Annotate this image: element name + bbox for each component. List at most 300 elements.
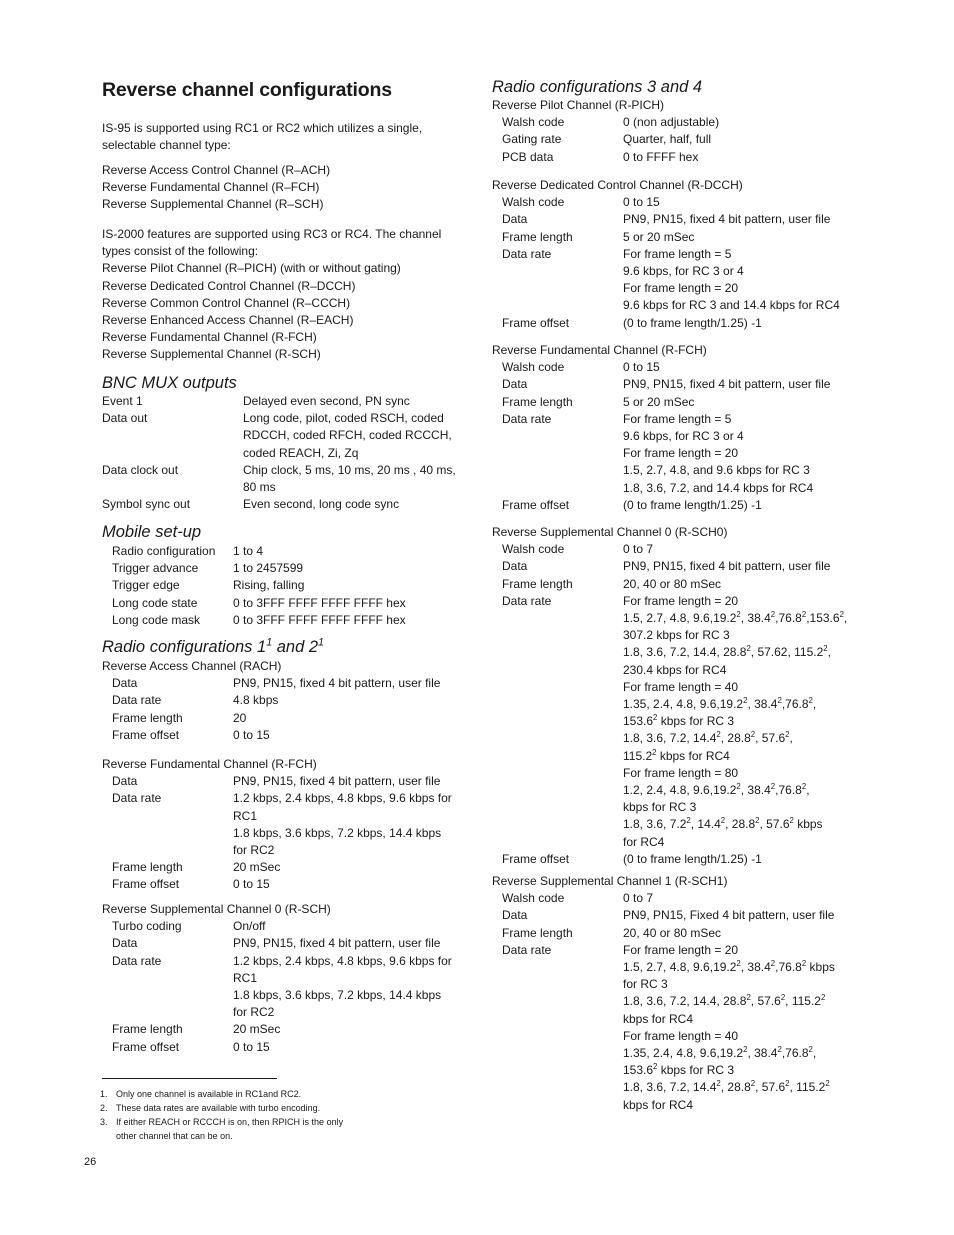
spec-value-line: For frame length = 20	[623, 593, 739, 608]
spec-value-line: Even second, long code sync	[243, 497, 400, 512]
spec-value-line: PN9, PN15, fixed 4 bit pattern, user file	[233, 936, 441, 951]
rc34-group-rsch1	[492, 873, 864, 1114]
spec-row	[492, 925, 864, 942]
footnote-ref: 2	[780, 993, 786, 1003]
spec-value-line: 20 mSec	[233, 1022, 281, 1037]
channel-title: Reverse Supplemental Channel 1 (R-SCH1)	[492, 874, 728, 888]
spec-value-line: 20 mSec	[233, 860, 281, 875]
footnote-ref: 2	[750, 730, 756, 740]
spec-value-line: 1.2 kbps, 2.4 kbps, 4.8 kbps, 9.6 kbps for	[233, 953, 452, 968]
spec-value-line: PN9, PN15, fixed 4 bit pattern, user file	[233, 774, 441, 789]
spec-value-line: Long code, pilot, coded RSCH, coded	[243, 411, 444, 426]
spec-key: Frame length	[502, 925, 573, 940]
spec-value-line: 5 or 20 mSec	[623, 394, 695, 409]
spec-value	[233, 710, 474, 727]
footnote-ref: 2	[801, 610, 807, 619]
spec-key: Frame offset	[502, 497, 570, 512]
spec-value	[623, 211, 864, 228]
spec-value-line: 153.6$^2$ kbps for RC 3	[623, 1062, 735, 1078]
spec-value-line: RDCCH, coded RFCH, coded RCCCH,	[243, 428, 452, 443]
spec-key: Walsh code	[502, 195, 565, 210]
spec-key: Data	[112, 774, 138, 789]
spec-value	[623, 593, 864, 851]
spec-key: Data rate	[502, 942, 552, 957]
channel-title: Reverse Fundamental Channel (R-FCH)	[102, 757, 317, 771]
spec-value-line: 1.8, 3.6, $7.2^2$, 14.4$^2$, 28.8$^2$, 57.6$^2$ kbps	[623, 816, 823, 832]
spec-value-line: 80 ms	[243, 480, 276, 495]
spec-row	[492, 411, 864, 497]
spec-value	[623, 558, 864, 575]
channel-title: Reverse Fundamental Channel (R-FCH)	[492, 343, 707, 357]
spec-key: Symbol sync out	[102, 497, 191, 512]
spec-value-line: Quarter, half, full	[623, 132, 712, 147]
spec-value-line: 0 to 15	[233, 877, 270, 892]
spec-value	[623, 942, 864, 1114]
spec-row	[102, 727, 474, 744]
footnote-ref: 2	[755, 816, 760, 826]
spec-value	[243, 462, 474, 496]
footnote-ref: 2	[785, 730, 790, 740]
spec-key: Data	[502, 908, 528, 923]
spec-value	[233, 727, 474, 744]
spec-key: Data rate	[112, 953, 162, 968]
spec-key: Data rate	[502, 411, 552, 426]
spec-key: Data clock out	[102, 462, 179, 477]
spec-value-line: Chip clock, 5 ms, 10 ms, 20 ms , 40 ms,	[243, 462, 456, 477]
spec-key: Trigger advance	[112, 561, 199, 576]
spec-value-line: 5 or 20 mSec	[623, 229, 695, 244]
footnote-number: 2.	[100, 1103, 108, 1113]
rc12-footnote-ref-1: 1	[266, 636, 273, 649]
spec-value	[623, 541, 864, 558]
footnote-ref: 2	[720, 816, 726, 826]
rc12-footnote-ref-2: 1	[318, 636, 324, 649]
spec-value-line: 1.5, 2.7, 4.8, and 9.6 kbps for RC 3	[623, 463, 810, 478]
spec-key: Long code state	[112, 595, 198, 610]
footnote-ref: 2	[789, 816, 794, 826]
spec-row	[492, 246, 864, 315]
spec-value-line: coded REACH, Zi, Zq	[243, 445, 359, 460]
spec-key: Frame offset	[112, 877, 180, 892]
spec-value-line: For frame length = 5	[623, 246, 732, 261]
spec-key: Data	[112, 936, 138, 951]
spec-value	[623, 907, 864, 924]
footnote-ref: 2	[653, 713, 658, 723]
spec-value	[233, 1039, 474, 1056]
spec-row	[102, 543, 474, 560]
spec-value-line: 153.6$^2$ kbps for RC 3	[623, 713, 735, 729]
spec-key: Walsh code	[502, 891, 565, 906]
spec-key: Frame length	[112, 1022, 183, 1037]
spec-value-line: For frame length = 20	[623, 281, 739, 296]
spec-row	[102, 859, 474, 876]
rc12-group-rsch	[102, 901, 474, 1056]
spec-row	[492, 149, 864, 166]
spec-value-line: For frame length = 40	[623, 1028, 739, 1043]
footnote-ref: 2	[770, 782, 776, 792]
spec-value	[233, 612, 474, 629]
footnote-ref: 2	[743, 1045, 748, 1055]
spec-value-line: (0 to frame length/1.25) -1	[623, 851, 762, 866]
spec-row	[492, 359, 864, 376]
channel-title: Reverse Supplemental Channel 0 (R-SCH0)	[492, 525, 728, 539]
footnote-ref: 2	[743, 696, 748, 706]
footnotes	[100, 1087, 380, 1143]
spec-value-line: Delayed even second, PN sync	[243, 394, 410, 408]
spec-value	[623, 411, 864, 497]
spec-key: Data	[502, 212, 528, 227]
spec-value	[233, 560, 474, 577]
spec-value-line: (0 to frame length/1.25) -1	[623, 497, 762, 512]
spec-value-line: 0 (non adjustable)	[623, 115, 720, 130]
footnote-ref: 2	[808, 1045, 813, 1055]
text-line: Reverse Enhanced Access Channel (R–EACH)	[102, 312, 354, 327]
spec-row	[102, 773, 474, 790]
spec-row	[492, 114, 864, 131]
spec-value-line: PN9, PN15, Fixed 4 bit pattern, user file	[623, 908, 835, 923]
spec-value	[233, 790, 474, 859]
footnote-ref: 2	[653, 1062, 658, 1072]
spec-value	[623, 925, 864, 942]
rc34-group-rfch	[492, 342, 864, 514]
rc34-group-rpich	[492, 97, 864, 166]
spec-value-line: 0 to 15	[623, 195, 660, 210]
bnc-mux-table	[102, 393, 474, 513]
spec-value-line: 0 to 7	[623, 542, 654, 557]
spec-value-line: On/off	[233, 919, 266, 934]
footnote	[100, 1115, 380, 1143]
spec-value-line: kbps for RC4	[623, 1097, 694, 1112]
spec-key: Gating rate	[502, 132, 562, 147]
footnote-ref: 2	[746, 993, 751, 1003]
footnote-ref: 2	[652, 747, 657, 757]
spec-value	[623, 851, 864, 868]
spec-value	[233, 577, 474, 594]
footnote-ref: 2	[825, 1079, 830, 1089]
footnote-ref: 2	[820, 993, 826, 1003]
spec-value-line: RC1	[233, 970, 258, 985]
text-line: IS-95 is supported using RC1 or RC2 which utilizes a single,	[102, 121, 423, 135]
spec-value-line: 9.6 kbps, for RC 3 or 4	[623, 264, 744, 278]
spec-value-line: 20, 40 or 80 mSec	[623, 576, 722, 591]
spec-value-line: 0 to 7	[623, 891, 654, 906]
rc34-group-rdcch	[492, 177, 864, 332]
mobile-setup-table	[102, 543, 474, 629]
footnote-text	[116, 1115, 343, 1143]
spec-value-line: 1.8 kbps, 3.6 kbps, 7.2 kbps, 14.4 kbps	[233, 988, 442, 1002]
spec-row	[102, 675, 474, 692]
spec-value-line: 0 to 15	[233, 727, 270, 742]
footnote-ref: 2	[801, 959, 807, 968]
footnote-ref: 2	[839, 610, 844, 619]
spec-value-line: 0 to 15	[233, 1039, 270, 1054]
spec-value	[233, 918, 474, 935]
text-line: Reverse Fundamental Channel (R-FCH)	[102, 330, 317, 345]
text-line: IS-2000 features are supported using RC3 or RC4. The channel	[102, 227, 442, 241]
spec-value-line: 1.8, 3.6, 7.2, 14.4$^2$, 28.8$^2$, 57.6$^2$,	[623, 730, 793, 746]
spec-key: Frame length	[502, 229, 573, 244]
spec-value	[623, 497, 864, 514]
spec-value-line: For frame length = 20	[623, 942, 739, 957]
mobile-setup-heading: Mobile set-up	[102, 523, 202, 541]
spec-key: Frame offset	[112, 1039, 180, 1054]
channel-title: Reverse Access Channel (RACH)	[102, 659, 282, 673]
text-line: Reverse Supplemental Channel (R–SCH)	[102, 197, 324, 212]
spec-value	[623, 359, 864, 376]
spec-value-line: 1.2 kbps, 2.4 kbps, 4.8 kbps, 9.6 kbps for	[233, 791, 452, 806]
spec-row	[492, 541, 864, 558]
spec-key: Data rate	[502, 246, 552, 261]
spec-value	[623, 376, 864, 393]
spec-value-line: 0 to 3FFF FFFF FFFF FFFF hex	[233, 612, 406, 627]
footnote-ref: 2	[823, 644, 828, 654]
spec-value-line: PN9, PN15, fixed 4 bit pattern, user file	[623, 559, 831, 574]
spec-value-line: 20, 40 or 80 mSec	[623, 925, 722, 940]
footnote-ref: 2	[750, 1079, 756, 1089]
spec-row	[492, 558, 864, 575]
footnote-line: other channel that can be on.	[116, 1131, 233, 1141]
channel-title: Reverse Pilot Channel (R-PICH)	[492, 98, 665, 112]
page-title: Reverse channel configurations	[102, 79, 392, 101]
channel-title: Reverse Supplemental Channel 0 (R-SCH)	[102, 902, 331, 916]
spec-value-line: For frame length = 80	[623, 765, 739, 780]
spec-value	[243, 496, 474, 513]
footnote-ref: 2	[746, 644, 751, 654]
spec-row	[492, 907, 864, 924]
spec-value	[623, 194, 864, 211]
spec-row	[102, 595, 474, 612]
spec-value-line: 1.8, 3.6, 7.2, and 14.4 kbps for RC4	[623, 480, 814, 495]
spec-row	[492, 890, 864, 907]
rc34-group-rsch0	[492, 524, 864, 868]
spec-value-line: For frame length = 20	[623, 446, 739, 461]
spec-row	[102, 410, 474, 462]
footnote-line: If either REACH or RCCCH is on, then RPICH is the only	[116, 1117, 344, 1127]
spec-value	[623, 315, 864, 332]
spec-row	[102, 462, 474, 496]
spec-row	[102, 393, 474, 410]
footnote-ref: 2	[777, 696, 782, 706]
footnote-ref: 2	[716, 1079, 721, 1089]
spec-value-line: 1.8, 3.6, 7.2, 14.4, 28.8$^2$, 57.62, 115.2$^2$,	[623, 644, 831, 660]
spec-row	[102, 918, 474, 935]
intro-is2000	[102, 226, 474, 364]
spec-value	[623, 114, 864, 131]
spec-key: Data rate	[112, 693, 162, 708]
spec-value	[623, 149, 864, 166]
spec-row	[102, 953, 474, 1022]
spec-key: Radio configuration	[112, 544, 216, 558]
spec-value-line: 1.8, 3.6, 7.2, 14.4, 28.8$^2$, 57.6$^2$, 115.2$^2$	[623, 993, 826, 1009]
spec-key: Walsh code	[502, 360, 565, 375]
rc12-heading-text-b: and 2	[272, 638, 319, 656]
text-line: Reverse Supplemental Channel (R-SCH)	[102, 347, 321, 362]
footnote-ref: 2	[716, 730, 721, 740]
spec-row	[492, 229, 864, 246]
spec-value-line: 0 to 15	[623, 360, 660, 375]
text-line: Reverse Fundamental Channel (R–FCH)	[102, 180, 320, 195]
text-line: Reverse Common Control Channel (R–CCCH)	[102, 295, 351, 310]
spec-value-line: PN9, PN15, fixed 4 bit pattern, user file	[233, 676, 441, 691]
spec-value	[233, 773, 474, 790]
spec-value-line: 1 to 2457599	[233, 561, 304, 576]
spec-key: PCB data	[502, 149, 554, 164]
spec-value	[233, 692, 474, 709]
spec-value-line: (0 to frame length/1.25) -1	[623, 315, 762, 330]
spec-value-line: RC1	[233, 808, 258, 823]
spec-row	[102, 577, 474, 594]
spec-key: Frame length	[502, 394, 573, 409]
spec-value-line: 20	[233, 710, 247, 725]
spec-row	[102, 935, 474, 952]
bnc-mux-heading: BNC MUX outputs	[102, 374, 237, 392]
footnote-text	[116, 1101, 320, 1115]
text-line: Reverse Pilot Channel (R–PICH) (with or without gating)	[102, 261, 401, 276]
text-line: Reverse Dedicated Control Channel (R–DCCH)	[102, 278, 356, 293]
spec-key: Data	[112, 676, 138, 691]
spec-row	[492, 376, 864, 393]
spec-key: Trigger edge	[112, 578, 180, 593]
footnote-ref: 2	[801, 782, 807, 792]
spec-value	[233, 675, 474, 692]
spec-key: Walsh code	[502, 542, 565, 557]
spec-key: Frame length	[112, 860, 183, 875]
spec-value-line: 1.2, 2.4, 4.8, 9.6,19.2$^2$, 38.4$^2$,76.8$^2$,	[623, 782, 810, 798]
intro-is95	[102, 120, 474, 154]
spec-row	[492, 593, 864, 851]
spec-value-line: 9.6 kbps for RC 3 and 14.4 kbps for RC4	[623, 298, 840, 313]
footnote-ref: 2	[736, 959, 741, 968]
spec-value-line: 4.8 kbps	[233, 693, 279, 708]
spec-key: Frame offset	[502, 851, 570, 866]
footnote-line: These data rates are available with turbo encoding.	[116, 1103, 321, 1113]
footnote-ref: 2	[808, 696, 813, 706]
spec-row	[102, 710, 474, 727]
footnote-text	[116, 1087, 301, 1101]
spec-key: Frame offset	[112, 727, 180, 742]
spec-value	[243, 393, 474, 410]
spec-row	[102, 560, 474, 577]
spec-row	[492, 497, 864, 514]
text-line: Reverse Access Control Channel (R–ACH)	[102, 163, 331, 177]
spec-value	[233, 953, 474, 1022]
spec-value-line: 9.6 kbps, for RC 3 or 4	[623, 429, 744, 443]
text-line: selectable channel type:	[102, 138, 231, 153]
page-number: 26	[84, 1156, 97, 1168]
spec-value-line: 1 to 4	[233, 544, 264, 558]
spec-row	[492, 131, 864, 148]
spec-row	[102, 1039, 474, 1056]
rc34-heading: Radio configurations 3 and 4	[492, 78, 703, 96]
spec-value-line: Rising, falling	[233, 578, 305, 593]
spec-value	[623, 890, 864, 907]
spec-row	[102, 496, 474, 513]
spec-value	[623, 246, 864, 315]
spec-value	[233, 859, 474, 876]
spec-value	[233, 876, 474, 893]
spec-row	[102, 876, 474, 893]
spec-value-line: 1.5, 2.7, 4.8, 9.6,19.2$^2$, 38.4$^2$,76.8$^2$ kbps	[623, 959, 835, 974]
spec-key: Frame length	[502, 576, 573, 591]
spec-row	[102, 790, 474, 859]
footnote-ref: 2	[777, 1045, 782, 1055]
footnote-number: 1.	[100, 1089, 108, 1099]
spec-value-line: 230.4 kbps for RC4	[623, 662, 727, 677]
spec-value-line: for RC4	[623, 834, 665, 849]
spec-key: Walsh code	[502, 115, 565, 130]
spec-key: Frame length	[112, 710, 183, 725]
spec-value-line: 307.2 kbps for RC 3	[623, 628, 730, 643]
spec-value-line: PN9, PN15, fixed 4 bit pattern, user file	[623, 377, 831, 392]
spec-row	[492, 942, 864, 1114]
spec-value-line: For frame length = 40	[623, 679, 739, 694]
footnote-ref: 2	[686, 816, 691, 826]
channel-title: Reverse Dedicated Control Channel (R-DCCH)	[492, 178, 743, 192]
spec-row	[492, 194, 864, 211]
spec-value-line: kbps for RC 3	[623, 800, 697, 815]
spec-key: Frame offset	[502, 315, 570, 330]
text-line: types consist of the following:	[102, 244, 259, 259]
footnote-ref: 2	[736, 610, 741, 619]
spec-value	[623, 229, 864, 246]
spec-value-line: 115.2$^2$ kbps for RC4	[623, 747, 730, 763]
footnote-ref: 2	[770, 959, 776, 968]
footnote-ref: 2	[785, 1079, 790, 1089]
spec-value-line: 1.5, 2.7, 4.8, 9.6,19.2$^2$, 38.4$^2$,76.8$^2$,153.6$^2$,	[623, 610, 848, 625]
footnote-ref: 2	[770, 610, 776, 619]
spec-row	[492, 851, 864, 868]
spec-key: Long code mask	[112, 612, 201, 627]
spec-value	[243, 410, 474, 462]
spec-value-line: PN9, PN15, fixed 4 bit pattern, user file	[623, 212, 831, 227]
spec-row	[492, 315, 864, 332]
rc12-group-rfch	[102, 756, 474, 894]
footnote-ref: 2	[736, 782, 741, 792]
spec-value-line: For frame length = 5	[623, 411, 732, 426]
spec-key: Data rate	[112, 791, 162, 806]
rc12-group-rach	[102, 658, 474, 744]
spec-value-line: 0 to FFFF hex	[623, 149, 699, 164]
intro-is95-channels	[102, 162, 474, 214]
footnote-line: Only one channel is available in RC1and RC2.	[116, 1089, 302, 1099]
spec-key: Data	[502, 377, 528, 392]
spec-value-line: 1.35, 2.4, 4.8, 9.6,19.2$^2$, 38.4$^2$,76.8$^2$,	[623, 1045, 817, 1061]
footnote	[100, 1101, 380, 1115]
spec-row	[492, 211, 864, 228]
spec-row	[102, 692, 474, 709]
footnote-number: 3.	[100, 1117, 108, 1127]
rc12-heading	[102, 637, 474, 657]
spec-value	[623, 131, 864, 148]
spec-key: Data	[502, 559, 528, 574]
spec-value	[623, 394, 864, 411]
spec-row	[102, 612, 474, 629]
spec-value-line: 0 to 3FFF FFFF FFFF FFFF hex	[233, 595, 406, 610]
spec-value	[233, 1021, 474, 1038]
spec-value	[233, 595, 474, 612]
spec-key: Event 1	[102, 394, 143, 408]
footnote-divider	[102, 1078, 277, 1079]
spec-value-line: 1.8, 3.6, 7.2, 14.4$^2$, 28.8$^2$, 57.6$^2$, 115.2$^2$	[623, 1079, 830, 1095]
spec-value-line: for RC 3	[623, 977, 668, 992]
footnote	[100, 1087, 380, 1101]
spec-value	[233, 543, 474, 560]
spec-value-line: for RC2	[233, 1005, 275, 1020]
spec-value-line: kbps for RC4	[623, 1011, 694, 1026]
spec-value	[623, 576, 864, 593]
spec-key: Turbo coding	[112, 919, 182, 934]
spec-key: Data out	[102, 411, 148, 426]
